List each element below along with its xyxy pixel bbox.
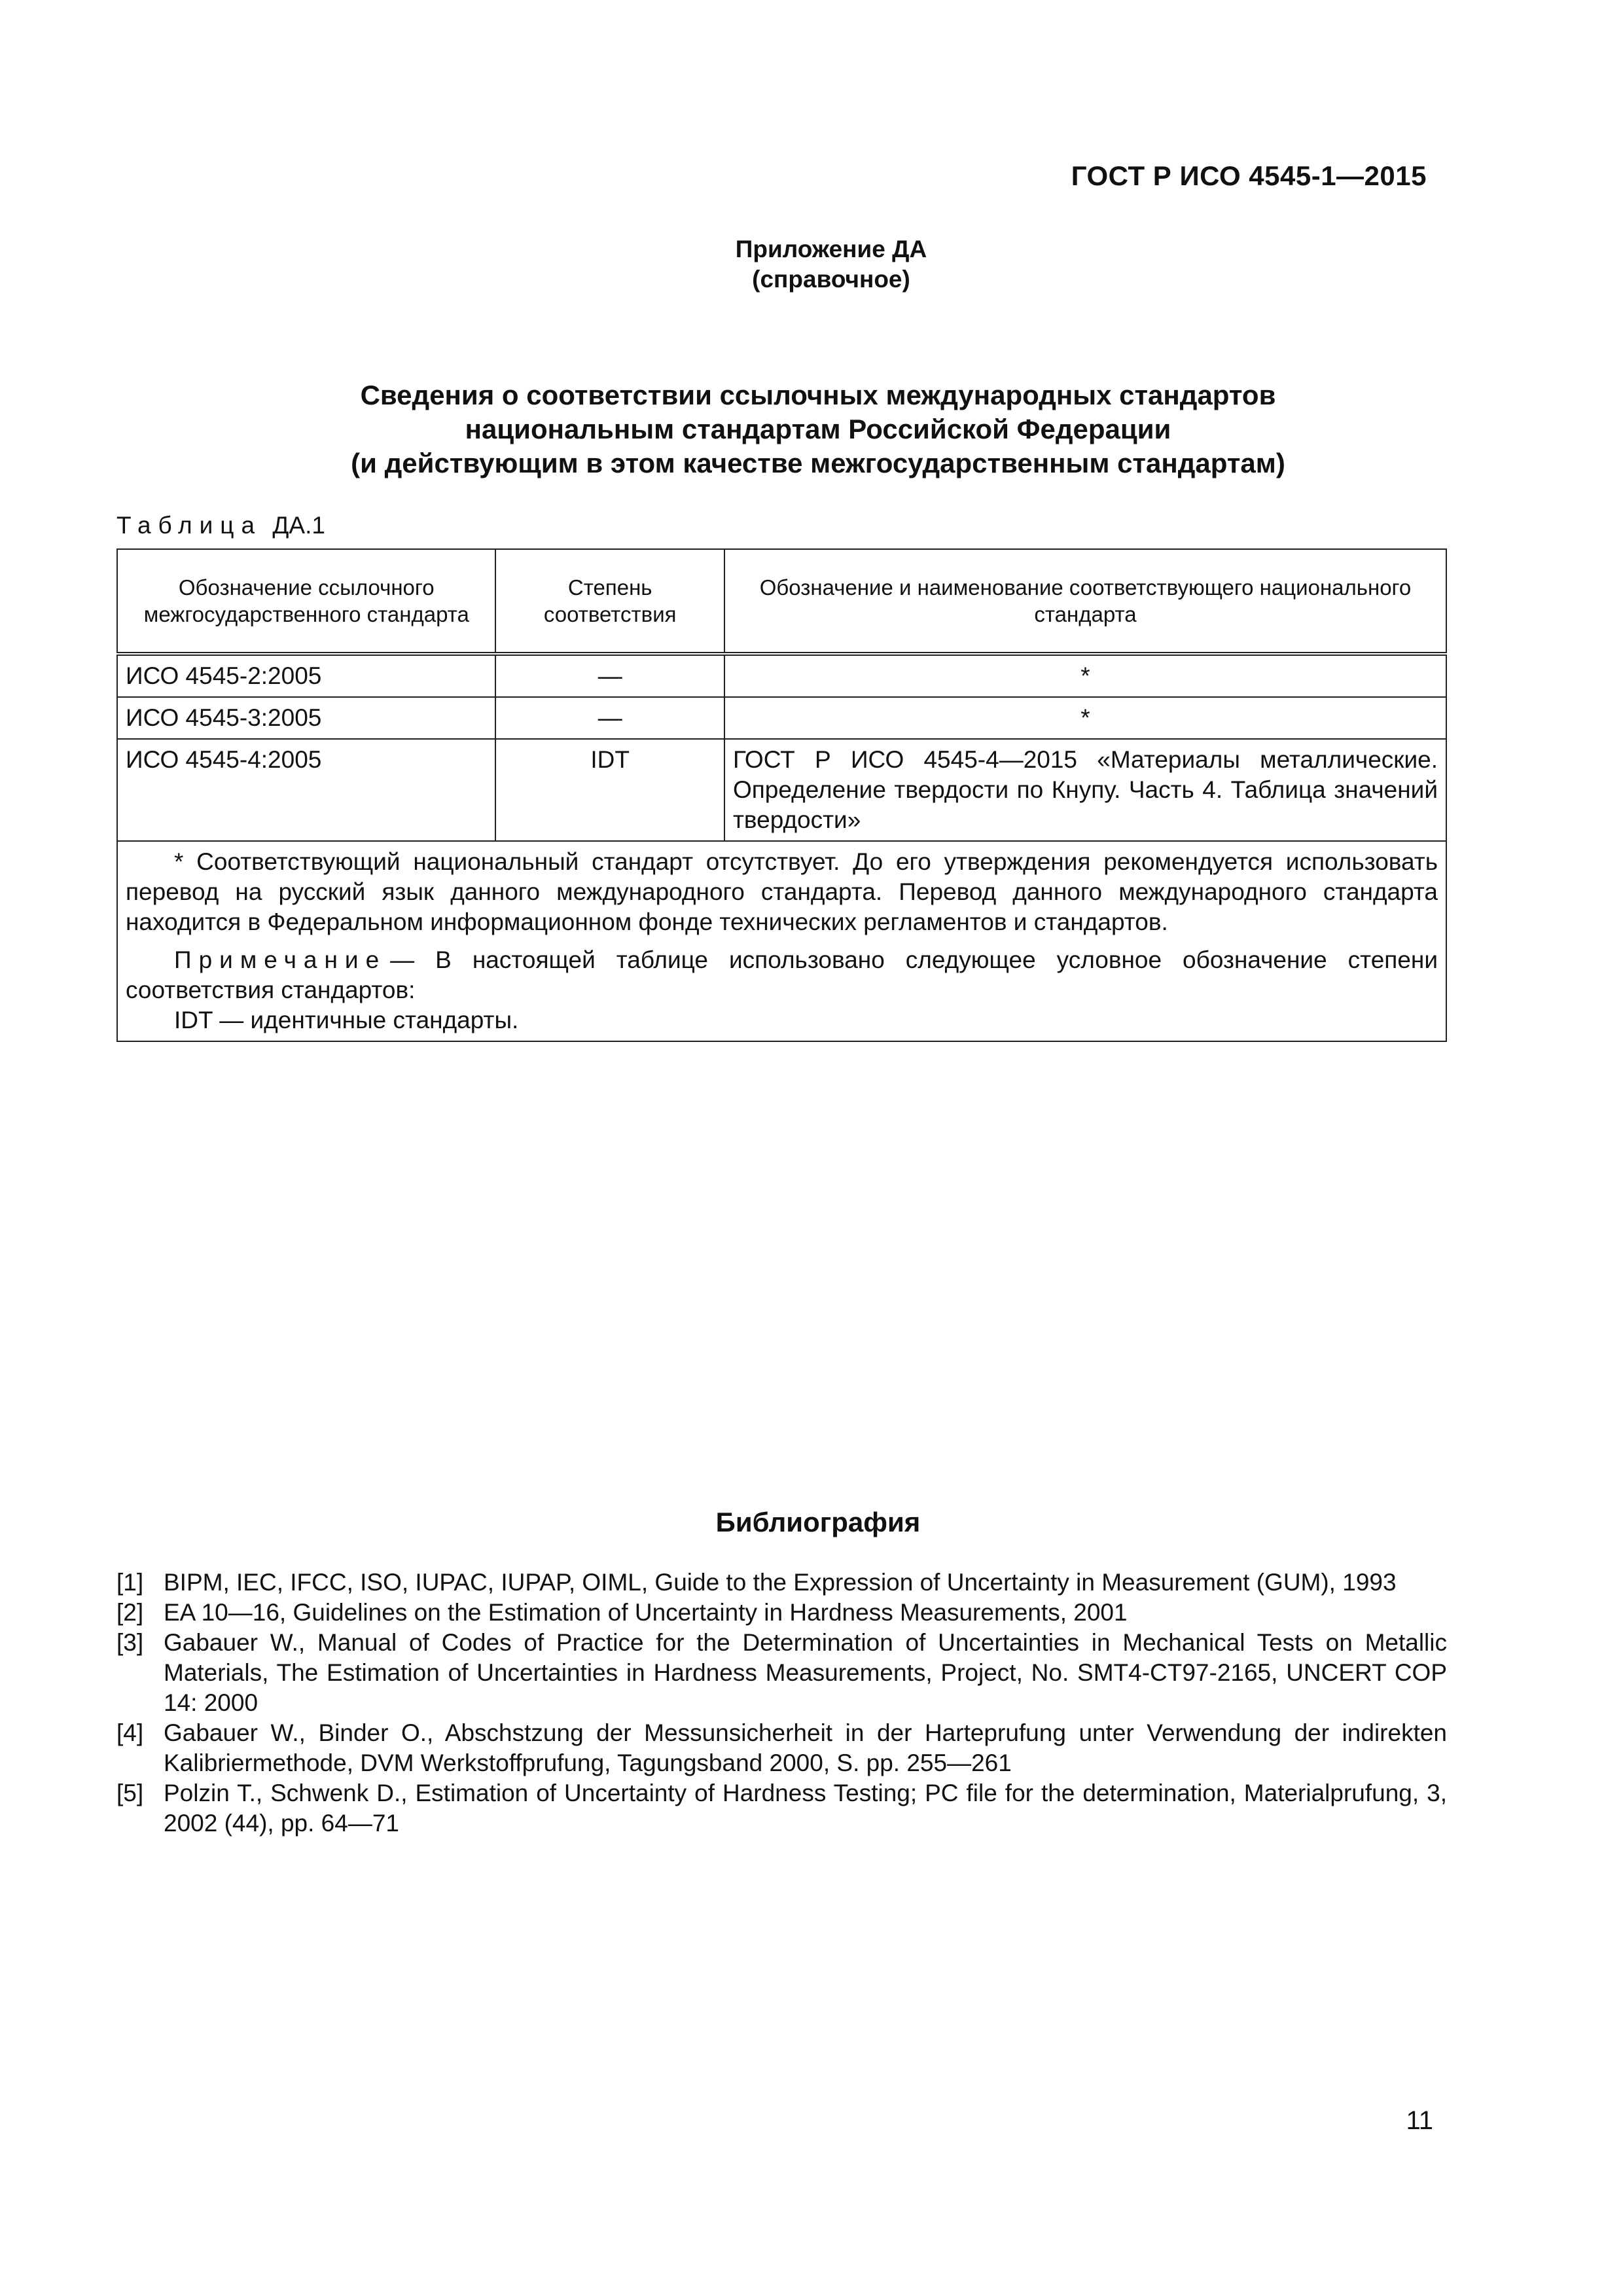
annex-kind: (справочное) <box>752 266 910 293</box>
table-row <box>117 654 1446 697</box>
table-footnote: * Соответствующий национальный стандарт отсутствует. До его утверждения рекомендуется использовать перевод на русский язык данного международного стандарта. Перевод данного международного стандарта находится в Федеральном информационном фонде технических регламентов и стандартов. <box>126 848 1438 935</box>
table-note <box>126 945 1438 1005</box>
cell-reference: ИСО 4545-4:2005 <box>117 739 495 841</box>
annex-title: Приложение ДА <box>735 236 927 262</box>
bibliography-item-text: BIPM, IEC, IFCC, ISO, IUPAC, IUPAP, OIML, Guide to the Expression of Uncertainty in Measurement (GUM), 1993 <box>164 1569 1397 1596</box>
bibliography-item-number: [3] <box>116 1629 144 1656</box>
table-row <box>117 739 1446 841</box>
header-degree-of-correspondence: Степень соответствия <box>495 549 724 654</box>
cell-reference: ИСО 4545-3:2005 <box>117 697 495 739</box>
cell-degree: IDT <box>495 739 724 841</box>
cell-national: ГОСТ Р ИСО 4545-4—2015 «Материалы металлические. Определение твердости по Кнупу. Часть 4. Таблица значений твердости» <box>724 739 1446 841</box>
header-national-standard: Обозначение и наименование соответствующего национального стандарта <box>724 549 1446 654</box>
bibliography-title: Библиография <box>715 1507 921 1537</box>
bibliography-item-number: [4] <box>116 1719 144 1746</box>
table-caption-id: ДА.1 <box>272 512 325 539</box>
bibliography-item <box>116 1568 1447 1598</box>
table-caption <box>116 511 325 541</box>
bibliography-item-text: Gabauer W., Binder O., Abschstzung der Messunsicherheit in der Harteprufung unter Verwendung der indirekten Kalibriermethode, DVM Werkstoffprufung, Tagungsband 2000, S. pp. 255—261 <box>164 1719 1447 1776</box>
page-number: 11 <box>1406 2106 1433 2135</box>
bibliography-item-text: Polzin T., Schwenk D., Estimation of Uncertainty of Hardness Testing; PC file for the determination, Materialprufung, 3, 2002 (44), pp. 64—71 <box>164 1780 1447 1837</box>
bibliography-list <box>116 1568 1447 1839</box>
bibliography-item-number: [1] <box>116 1569 144 1596</box>
cell-national: * <box>724 654 1446 697</box>
main-title-line-1: Сведения о соответствии ссылочных международных стандартов <box>360 380 1276 410</box>
table-note-row <box>117 841 1446 1041</box>
note-legend: IDT — идентичные стандарты. <box>174 1007 519 1033</box>
bibliography-item <box>116 1598 1447 1628</box>
bibliography-item-number: [2] <box>116 1599 144 1626</box>
bibliography-item-text: Gabauer W., Manual of Codes of Practice for the Determination of Uncertainties in Mechanical Tests on Metallic Materials, The Estimation of Uncertainties in Hardness Measurements, Project, No. SMT4-CT97-2165, UNCERT COP 14: 2000 <box>164 1629 1447 1716</box>
bibliography-item-text: EA 10—16, Guidelines on the Estimation of Uncertainty in Hardness Measurements, 2001 <box>164 1599 1128 1626</box>
bibliography-item <box>116 1628 1447 1718</box>
main-title-line-3: (и действующим в этом качестве межгосударственным стандартам) <box>351 448 1285 478</box>
bibliography-item-number: [5] <box>116 1780 144 1806</box>
correspondence-table <box>116 548 1447 1042</box>
cell-national: * <box>724 697 1446 739</box>
table-notes <box>117 841 1446 1041</box>
document-code: ГОСТ Р ИСО 4545-1—2015 <box>1071 160 1427 191</box>
cell-degree: — <box>495 697 724 739</box>
table-row <box>117 697 1446 739</box>
bibliography-item <box>116 1778 1447 1839</box>
table-header-row <box>117 549 1446 654</box>
header-reference-standard: Обозначение ссылочного межгосударственного стандарта <box>117 549 495 654</box>
note-label: Примечание <box>174 946 387 973</box>
bibliography-item <box>116 1718 1447 1778</box>
table-caption-word: Таблица <box>116 512 262 539</box>
cell-reference: ИСО 4545-2:2005 <box>117 654 495 697</box>
note-text: — В настоящей таблице использовано следующее условное обозначение степени соответствия стандартов: <box>126 946 1438 1003</box>
cell-degree: — <box>495 654 724 697</box>
main-title-line-2: национальным стандартам Российской Федерации <box>465 414 1171 444</box>
